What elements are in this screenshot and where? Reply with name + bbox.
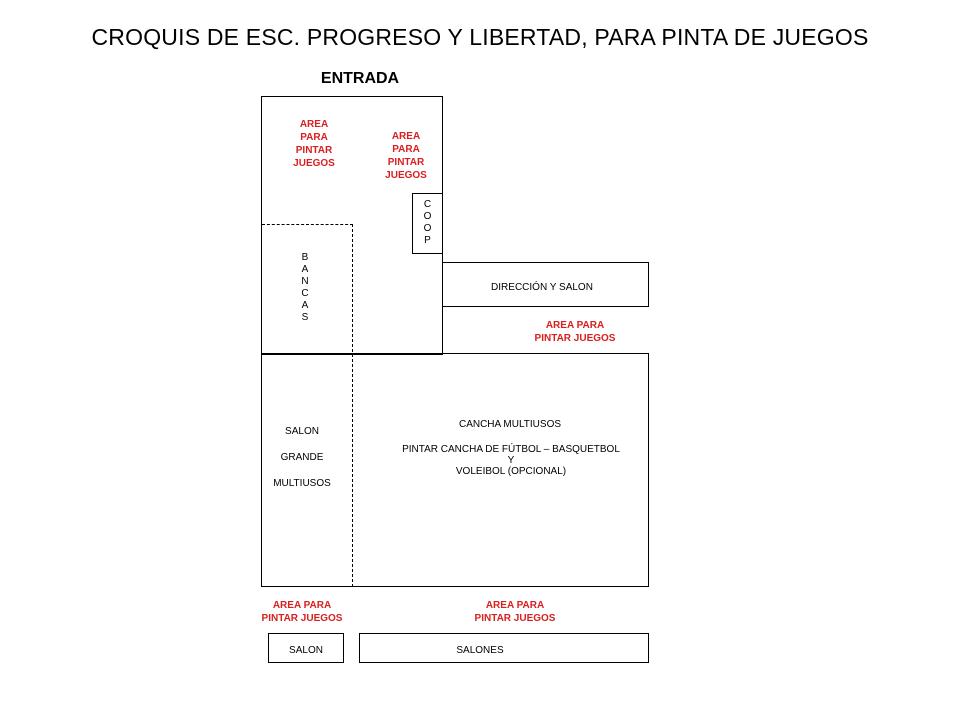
page-title: CROQUIS DE ESC. PROGRESO Y LIBERTAD, PARA PINTA DE JUEGOS (91, 24, 869, 50)
bancas-label: B A N C A S (301, 252, 309, 323)
area-label-bottom-left: AREA PARA PINTAR JUEGOS (261, 600, 343, 624)
direccion-label: DIRECCIÓN Y SALON (491, 282, 593, 293)
area-label-bottom-right: AREA PARA PINTAR JUEGOS (474, 600, 556, 624)
salones-label: SALONES (456, 645, 504, 656)
area-label-top-right: AREA PARA PINTAR JUEGOS (385, 131, 427, 181)
bancas-divider-horizontal (262, 224, 353, 225)
cancha-title: CANCHA MULTIUSOS (458, 419, 562, 430)
coop-label: C O O P (423, 199, 432, 246)
area-label-middle-right: AREA PARA PINTAR JUEGOS (534, 320, 616, 344)
area-label-top-left: AREA PARA PINTAR JUEGOS (293, 119, 335, 169)
salon-grande-label: SALON GRANDE MULTIUSOS (273, 426, 331, 489)
entrance-label: ENTRADA (320, 70, 400, 87)
cancha-detail: PINTAR CANCHA DE FÚTBOL – BASQUETBOL Y VOLEIBOL (OPCIONAL) (402, 444, 620, 477)
salon-label: SALON (289, 645, 323, 656)
